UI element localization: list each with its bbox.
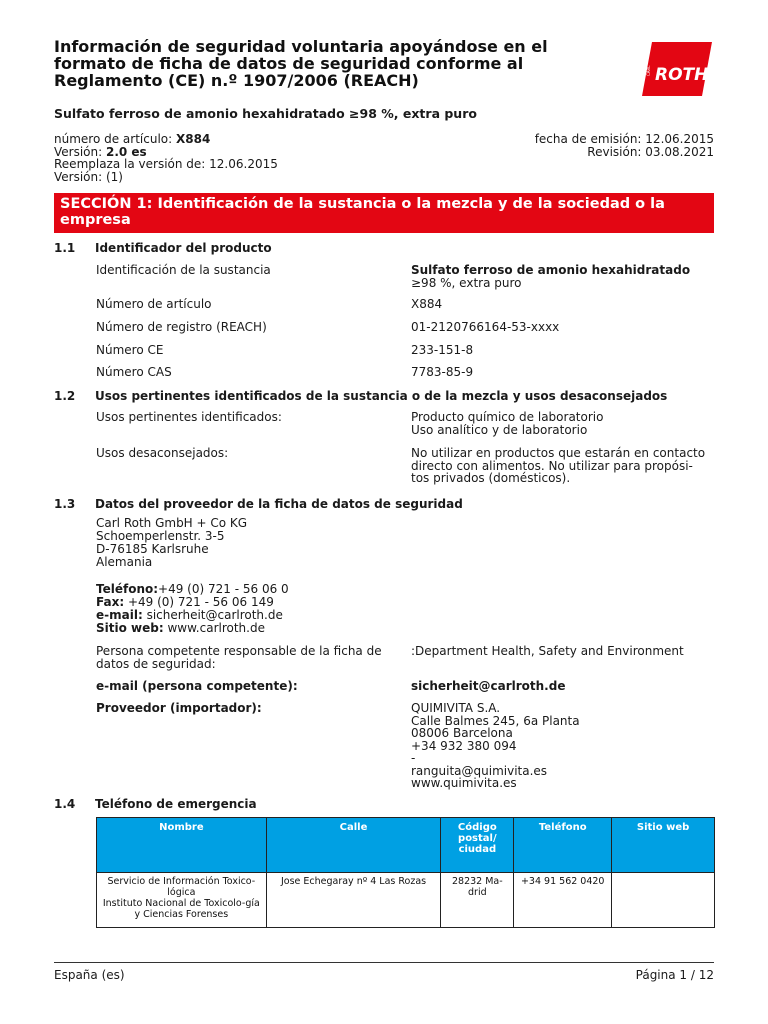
- importer-label: Proveedor (importador):: [96, 701, 262, 715]
- not-advised-value: No utilizar en productos que estarán en contacto directo con alimentos. No utilizar para propósi-tos privados (domésticos).: [411, 446, 706, 485]
- subsection-1-4-title: Teléfono de emergencia: [95, 797, 257, 811]
- subsection-1-4: 1.4 Teléfono de emergencia: [54, 797, 257, 811]
- footer-page-number: Página 1 / 12: [635, 968, 714, 982]
- table-cell-name: Servicio de Información Toxico-lógica Instituto Nacional de Toxicolo-gía y Ciencias Forenses: [97, 873, 267, 928]
- footer-country: España (es): [54, 968, 125, 982]
- ce-number-value: 233-151-8: [411, 343, 474, 357]
- version-paren: Versión: (1): [54, 169, 123, 184]
- column-header: Calle: [266, 818, 441, 873]
- subsection-1-3-title: Datos del proveedor de la ficha de datos de seguridad: [95, 497, 463, 511]
- supplier-email: sicherheit@carlroth.de: [142, 608, 283, 622]
- not-advised-label: Usos desaconsejados:: [96, 446, 229, 460]
- table-cell-postal: 28232 Ma-drid: [441, 873, 514, 928]
- supplier-fax: +49 (0) 721 - 56 06 149: [124, 595, 274, 609]
- logo-brand-text: CARL: [646, 65, 651, 76]
- table-cell-phone: +34 91 562 0420: [514, 873, 612, 928]
- table-header-row: [97, 818, 715, 873]
- roth-logo: [642, 42, 712, 96]
- document-title: Información de seguridad voluntaria apoyándose en el formato de ficha de datos de seguridad conforme al Reglamento (CE) n.º 1907/2006 (REACH): [54, 37, 548, 90]
- issue-date: fecha de emisión: 12.06.2015: [534, 132, 714, 146]
- table-row: [97, 873, 715, 928]
- uses-label: Usos pertinentes identificados:: [96, 410, 282, 424]
- reach-number-label: Número de registro (REACH): [96, 320, 267, 334]
- supplier-website: www.carlroth.de: [163, 621, 265, 635]
- revision-date: Revisión: 03.08.2021: [587, 144, 714, 159]
- substance-id-value: Sulfato ferroso de amonio hexahidratado ≥98 %, extra puro: [411, 263, 691, 290]
- replaces-version: Reemplaza la versión de: 12.06.2015: [54, 157, 278, 171]
- column-header: Teléfono: [514, 818, 612, 873]
- competent-email-label: e-mail (persona competente):: [96, 679, 298, 693]
- meta-left: [54, 133, 278, 183]
- ce-number-label: Número CE: [96, 343, 164, 357]
- subsection-1-2: 1.2 Usos pertinentes identificados de la sustancia o de la mezcla y usos desaconsejados: [54, 389, 668, 403]
- subsection-1-1-title: Identificador del producto: [95, 241, 272, 255]
- reach-number-value: 01-2120766164-53-xxxx: [411, 320, 560, 334]
- article-number-label: Número de artículo: [96, 297, 212, 311]
- footer-divider: [54, 962, 714, 963]
- supplier-contacts: Teléfono:+49 (0) 721 - 56 06 0 Fax: +49 (0) 721 - 56 06 149 e-mail: sicherheit@carlroth.de Sitio web: www.carlroth.de: [96, 582, 289, 635]
- subsection-1-3: 1.3 Datos del proveedor de la ficha de datos de seguridad: [54, 497, 463, 511]
- column-header: Nombre: [97, 818, 267, 873]
- competent-person-value: :Department Health, Safety and Environment: [411, 644, 684, 658]
- article-value: X884: [176, 132, 211, 146]
- cas-number-label: Número CAS: [96, 365, 172, 379]
- subsection-1-1: 1.1 Identificador del producto: [54, 241, 272, 255]
- column-header: Código postal/ ciudad: [441, 818, 514, 873]
- table-cell-street: Jose Echegaray nº 4 Las Rozas: [266, 873, 441, 928]
- table-cell-website: [612, 873, 715, 928]
- supplier-phone: +49 (0) 721 - 56 06 0: [158, 582, 289, 596]
- article-number-value: X884: [411, 297, 443, 311]
- section-1-header: SECCIÓN 1: Identificación de la sustancia o la mezcla y de la sociedad o la empresa: [54, 193, 714, 233]
- meta-right: [535, 133, 714, 158]
- competent-person-label: Persona competente responsable de la ficha de datos de seguridad:: [96, 644, 382, 671]
- article-label: número de artículo:: [54, 132, 176, 146]
- substance-id-label: Identificación de la sustancia: [96, 263, 271, 277]
- supplier-address: Carl Roth GmbH + Co KG Schoemperlenstr. 3-5 D-76185 Karlsruhe Alemania: [96, 516, 248, 569]
- column-header: Sitio web: [612, 818, 715, 873]
- emergency-phone-table: [96, 817, 715, 928]
- version-value: 2.0 es: [105, 144, 147, 159]
- competent-email-value: sicherheit@carlroth.de: [411, 679, 566, 693]
- cas-number-value: 7783-85-9: [411, 365, 474, 379]
- version-label: Versión:: [54, 144, 106, 159]
- logo-text: ROTH: [655, 65, 709, 85]
- product-title: Sulfato ferroso de amonio hexahidratado ≥98 %, extra puro: [54, 106, 477, 121]
- importer-value: QUIMIVITA S.A. Calle Balmes 245, 6a Planta 08006 Barcelona +34 932 380 094 - ranguita@quimivita.es www.quimivita.es: [411, 701, 580, 790]
- uses-value: Producto químico de laboratorio Uso analítico y de laboratorio: [411, 410, 604, 437]
- subsection-1-2-title: Usos pertinentes identificados de la sustancia o de la mezcla y usos desaconsejados: [95, 389, 668, 403]
